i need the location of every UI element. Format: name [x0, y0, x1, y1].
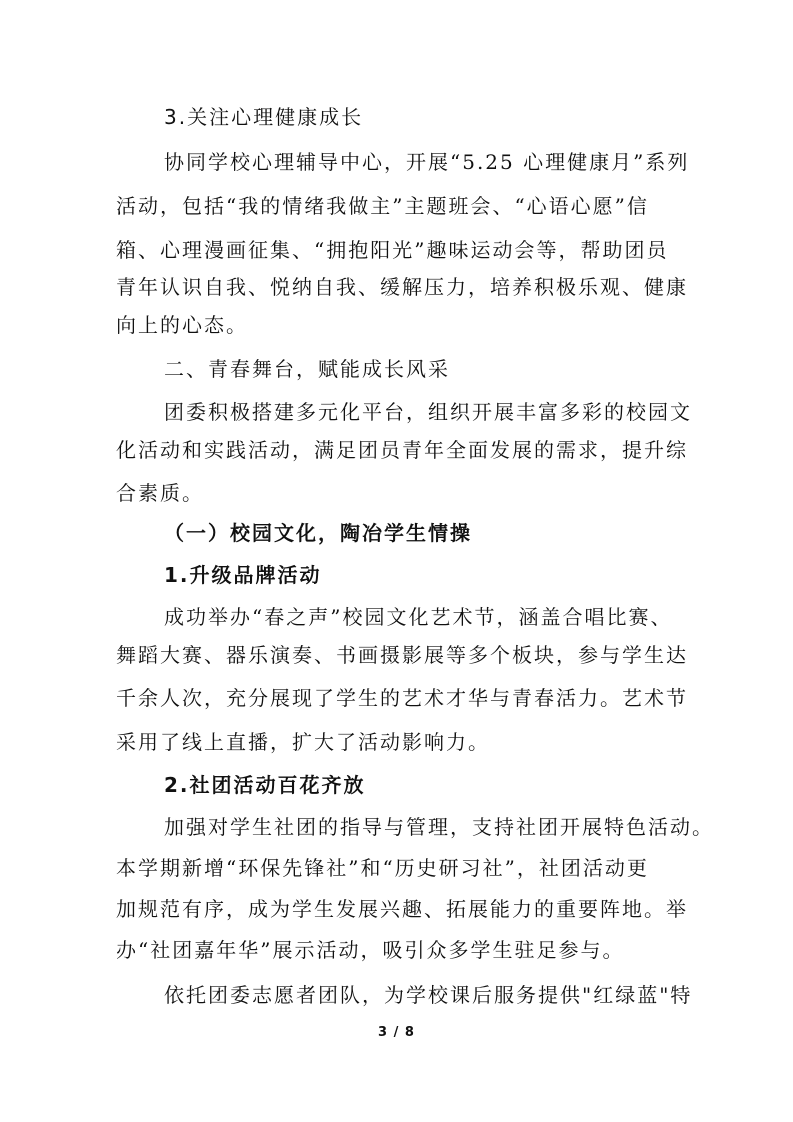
paragraph-line: 活动，包括“我的情绪我做主”主题班会、“心语心愿”信	[116, 194, 649, 218]
paragraph-line: 青年认识自我、悦纳自我、缓解压力，培养积极乐观、健康	[116, 275, 688, 299]
paragraph-line: 办“社团嘉年华”展示活动，吸引众多学生驻足参与。	[116, 938, 625, 962]
heading-3-mental-health: 3.关注心理健康成长	[164, 105, 364, 129]
paragraph-line: 加规范有序，成为学生发展兴趣、拓展能力的重要阵地。举	[116, 897, 688, 921]
paragraph-line: 加强对学生社团的指导与管理，支持社团开展特色活动。	[164, 815, 714, 839]
section-heading-2: 二、青春舞台，赋能成长风采	[164, 357, 450, 381]
paragraph-line: 千余人次，充分展现了学生的艺术才华与青春活力。艺术节	[116, 686, 688, 710]
subsection-heading-1: （一）校园文化，陶冶学生情操	[164, 521, 472, 545]
paragraph-line: 依托团委志愿者团队，为学校课后服务提供"红绿蓝"特	[164, 983, 693, 1007]
paragraph-line: 舞蹈大赛、器乐演奏、书画摄影展等多个板块，参与学生达	[116, 643, 688, 667]
paragraph-line: 成功举办“春之声”校园文化艺术节，涵盖合唱比赛、	[164, 605, 673, 629]
page-number: 3 / 8	[378, 1025, 415, 1040]
paragraph-line: 向上的心态。	[116, 313, 248, 337]
paragraph-line: 协同学校心理辅导中心，开展“5.25 心理健康月”系列	[164, 150, 690, 174]
heading-2-club-activities: 2.社团活动百花齐放	[164, 773, 366, 797]
paragraph-line: 化活动和实践活动，满足团员青年全面发展的需求，提升综	[116, 438, 688, 462]
paragraph-line: 本学期新增“环保先锋社”和“历史研习社”，社团活动更	[116, 856, 649, 880]
paragraph-line: 采用了线上直播，扩大了活动影响力。	[116, 730, 490, 754]
heading-1-upgrade-brand-activities: 1.升级品牌活动	[164, 563, 322, 587]
paragraph-line: 合素质。	[116, 481, 204, 505]
paragraph-line: 团委积极搭建多元化平台，组织开展丰富多彩的校园文	[164, 400, 692, 424]
paragraph-line: 箱、心理漫画征集、“拥抱阳光”趣味运动会等，帮助团员	[116, 238, 669, 262]
